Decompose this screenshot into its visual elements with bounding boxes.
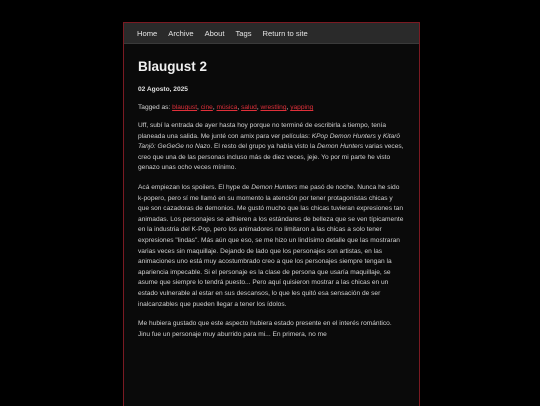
post-date: 02 Agosto, 2025 (138, 86, 188, 93)
nav-tags-link[interactable]: Tags (235, 28, 252, 38)
nav-return-link[interactable]: Return to site (262, 28, 308, 38)
tag-link[interactable]: cine (200, 104, 213, 111)
tagged-label: Tagged as: (138, 104, 171, 111)
post-paragraph: Acá empiezan los spoilers. El hype de Demon Hunters me pasó de noche. Nunca he sido k-popero, pero sí me llamó en su momento la atención por tener protagonistas chicas y que son cazadoras de demonios. Me gustó mucho que las chicas tuvieran expresiones tan animadas. Los personajes se adhieren a los estándares de belleza que se ven típicamente en la industria del K-Pop, pero los animadores no limitaron a las chicas a solo tener expresiones "lindas". Más aún que eso, se me hizo un lindísimo detalle que las mostraran varias veces sin maquillaje. Dejando de lado que los personajes son artistas, en las animaciones uno está muy acostumbrado creo a que los personajes siempre tengan la apariencia impecable. Si el personaje es la clase de persona que usaría maquillaje, se asume que siempre lo tendrá puesto... Pero aquí quisieron mostrar a las chicas en un estado vulnerable al estar en sus descansos, lo que les quitó esa sensación de ser inalcanzables que pueden llegar a tener los ídolos. (138, 183, 404, 308)
tag-link[interactable]: salud (241, 104, 257, 111)
tag-link[interactable]: blaugust (172, 104, 198, 111)
post-tags: Tagged as: blaugust, cine, música, salud, wrestling, yapping (138, 104, 314, 111)
tag-link[interactable]: yapping (290, 104, 314, 111)
post-paragraph: Me hubiera gustado que este aspecto hubiera estado presente en el interés romántico. Jinu fue un personaje muy aburrido para mi... En primera, no me (138, 320, 392, 338)
nav-archive-link[interactable]: Archive (168, 28, 194, 38)
nav-about-link[interactable]: About (204, 28, 225, 38)
nav-home-link[interactable]: Home (137, 28, 158, 38)
tag-link[interactable]: música (216, 104, 238, 111)
top-navbar (124, 23, 419, 44)
post-content (124, 58, 419, 340)
tag-link[interactable]: wrestling (260, 104, 287, 111)
post-title: Blaugust 2 (138, 59, 208, 74)
blog-page (123, 22, 420, 406)
post-paragraph: Uff, subí la entrada de ayer hasta hoy porque no terminé de escribirla a tiempo, tenía planeada una salida. Me junté con amix para ver películas: KPop Demon Hunters y Kitarō Tanjō: GeGeGe no Nazo. El resto del grupo ya había visto la Demon Hunters varias veces, creo que una de las personas incluso más de diez veces, jeje. Yo por mi parte he visto genazo unas ocho veces mínimo. (138, 122, 404, 172)
